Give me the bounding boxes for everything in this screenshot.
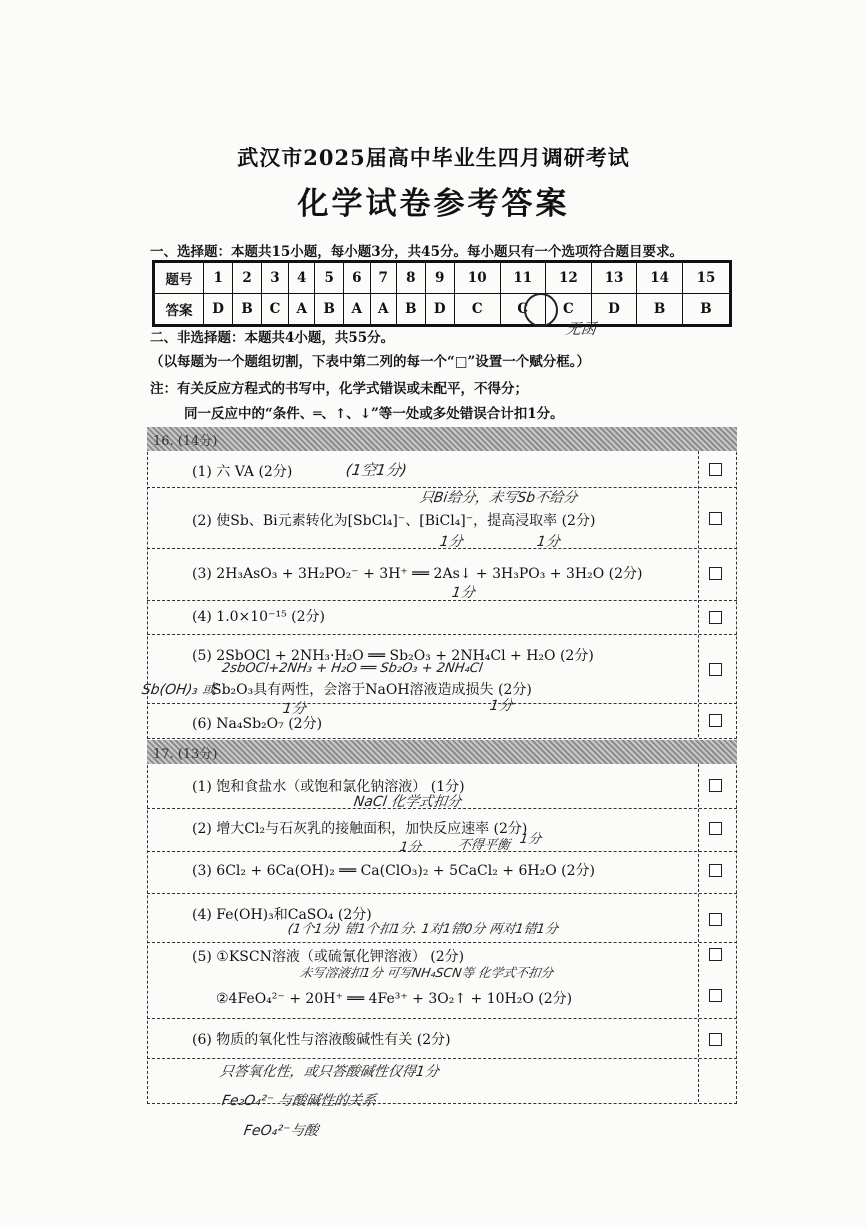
question-number: 12	[546, 262, 592, 294]
q17-header-band	[147, 740, 737, 764]
q16-header-band	[147, 427, 737, 451]
question-number: 5	[315, 262, 344, 294]
grading-rule: 注：有关反应方程式的书写中，化学式错误或未配平，不得分；	[150, 381, 528, 397]
q17-answer-5b: ②4FeO₄²⁻ + 20H⁺ ══ 4Fe³⁺ + 3O₂↑ + 10H₂O (2分)	[216, 991, 573, 1007]
handwritten-note: (1个1分) 错1个扣1分. 1对1错0分 两对1错1分	[286, 922, 559, 937]
answer-cell: C	[261, 294, 288, 326]
answer-cell: A	[288, 294, 314, 326]
handwritten-note: 只Bi给分，未写Sb不给分	[418, 490, 579, 506]
q16-header: 16. (14分)	[153, 434, 218, 449]
answer-label: 答案	[154, 294, 204, 326]
score-box[interactable]	[709, 714, 722, 727]
score-box[interactable]	[709, 822, 722, 835]
answer-cell: C	[546, 294, 592, 326]
answer-key-title: 化学试卷参考答案	[297, 186, 570, 222]
q17-answer-3: (3) 6Cl₂ + 6Ca(OH)₂ ══ Ca(ClO₃)₂ + 5CaCl₂ + 6H₂O (2分)	[192, 863, 595, 879]
handwritten-note: 1分	[535, 534, 561, 550]
section-1-heading: 一、选择题：本题共15小题，每小题3分，共45分。每小题只有一个选项符合题目要求。	[150, 244, 683, 260]
score-box[interactable]	[709, 611, 722, 624]
grading-note: （以每题为一个题组切割，下表中第二列的每一个“□”设置一个赋分框。）	[150, 354, 591, 370]
question-number: 3	[261, 262, 288, 294]
score-box[interactable]	[709, 864, 722, 877]
question-number: 11	[500, 262, 546, 294]
section-2-heading: 二、非选择题：本题共4小题，共55分。	[150, 330, 395, 346]
q16-answer-2: (2) 使Sb、Bi元素转化为[SbCl₄]⁻、[BiCl₄]⁻，提高浸取率 (2分)	[192, 513, 596, 529]
score-box[interactable]	[709, 663, 722, 676]
question-number: 8	[396, 262, 425, 294]
row-divider	[147, 703, 737, 704]
score-box[interactable]	[709, 1033, 722, 1046]
q16-answer-1: (1) 六 VA (2分)	[192, 464, 293, 480]
handwritten-circle-mark	[524, 293, 558, 327]
question-number: 2	[233, 262, 262, 294]
q17-header: 17. (13分)	[153, 747, 218, 762]
answer-cell: D	[591, 294, 637, 326]
row-divider	[147, 851, 737, 852]
handwritten-note: 1分	[398, 840, 423, 855]
score-box[interactable]	[709, 463, 722, 476]
q16-answer-3: (3) 2H₃AsO₃ + 3H₂PO₂⁻ + 3H⁺ ══ 2As↓ + 3H₃PO₃ + 3H₂O (2分)	[192, 566, 643, 582]
answer-cell: B	[233, 294, 262, 326]
handwritten-note: 1分	[518, 832, 543, 847]
q16-answer-5b: Sb₂O₃具有两性，会溶于NaOH溶液造成损失 (2分)	[212, 682, 532, 698]
exam-title: 武汉市2025届高中毕业生四月调研考试	[237, 145, 630, 170]
answer-cell: C	[454, 294, 500, 326]
score-box[interactable]	[709, 989, 722, 1002]
score-box[interactable]	[709, 913, 722, 926]
handwritten-note: 2sbOCl+2NH₃ + H₂O ══ Sb₂O₃ + 2NH₄Cl	[220, 661, 484, 676]
question-number: 15	[682, 262, 730, 294]
answer-cell: D	[425, 294, 454, 326]
q16-answer-5: (5) 2SbOCl + 2NH₃·H₂O ══ Sb₂O₃ + 2NH₄Cl + H₂O (2分)	[192, 648, 594, 664]
question-number: 10	[454, 262, 500, 294]
handwritten-note: 1分	[281, 701, 307, 717]
answer-cell: B	[682, 294, 730, 326]
handwritten-note: FeO₄²⁻与酸	[242, 1123, 320, 1139]
q16-answer-6: (6) Na₄Sb₂O₇ (2分)	[192, 716, 323, 732]
answer-cell: B	[315, 294, 344, 326]
answer-cell: D	[204, 294, 233, 326]
row-divider	[147, 634, 737, 635]
question-number-row	[154, 262, 731, 294]
question-number: 6	[344, 262, 370, 294]
answer-cell: A	[344, 294, 370, 326]
question-number: 13	[591, 262, 637, 294]
handwritten-note: Sb(OH)₃ 或	[140, 682, 218, 698]
row-divider	[147, 1018, 737, 1019]
handwritten-note: 1分	[438, 534, 464, 550]
answer-cell: C	[500, 294, 546, 326]
answer-cell: A	[370, 294, 396, 326]
row-divider	[147, 893, 737, 894]
q17-answer-6: (6) 物质的氧化性与溶液酸碱性有关 (2分)	[192, 1032, 451, 1048]
question-number: 7	[370, 262, 396, 294]
score-box[interactable]	[709, 948, 722, 961]
q17-answer-4: (4) Fe(OH)₃和CaSO₄ (2分)	[192, 907, 372, 923]
handwritten-note: 无函	[564, 320, 598, 338]
question-number: 9	[425, 262, 454, 294]
header-label: 题号	[154, 262, 204, 294]
score-box[interactable]	[709, 779, 722, 792]
score-box[interactable]	[709, 567, 722, 580]
row-divider	[147, 600, 737, 601]
q16-column-divider	[698, 451, 699, 737]
row-divider	[147, 1058, 737, 1059]
handwritten-note: Fe₂O₄²⁻ 与酸碱性的关系	[220, 1093, 378, 1109]
q17-answer-1: (1) 饱和食盐水（或饱和氯化钠溶液） (1分)	[192, 779, 465, 795]
answer-cell: B	[637, 294, 683, 326]
handwritten-note: 未写溶液扣1分 可写NH₄SCN等 化学式不扣分	[298, 965, 555, 980]
row-divider	[147, 942, 737, 943]
handwritten-note: 不得平衡	[456, 838, 511, 853]
q17-column-divider	[698, 764, 699, 1102]
question-number: 1	[204, 262, 233, 294]
question-number: 14	[637, 262, 683, 294]
q17-answer-2: (2) 增大Cl₂与石灰乳的接触面积，加快反应速率 (2分)	[192, 821, 528, 837]
grading-rule: 同一反应中的“条件、═、↑、↓”等一处或多处错误合计扣1分。	[184, 406, 564, 422]
q16-answer-4: (4) 1.0×10⁻¹⁵ (2分)	[192, 609, 325, 625]
answer-table	[152, 260, 732, 327]
handwritten-note: 1分	[488, 698, 514, 714]
handwritten-note: 只答氧化性，或只答酸碱性仅得1分	[218, 1064, 440, 1080]
handwritten-note: NaCl 化学式扣分	[352, 794, 463, 810]
handwritten-note: 1分	[450, 585, 476, 601]
handwritten-note: (1空1分)	[344, 461, 408, 479]
answer-cell: B	[396, 294, 425, 326]
answer-row	[154, 294, 731, 326]
q17-answer-5: (5) ①KSCN溶液（或硫氰化钾溶液） (2分)	[192, 949, 465, 965]
score-box[interactable]	[709, 512, 722, 525]
question-number: 4	[288, 262, 314, 294]
